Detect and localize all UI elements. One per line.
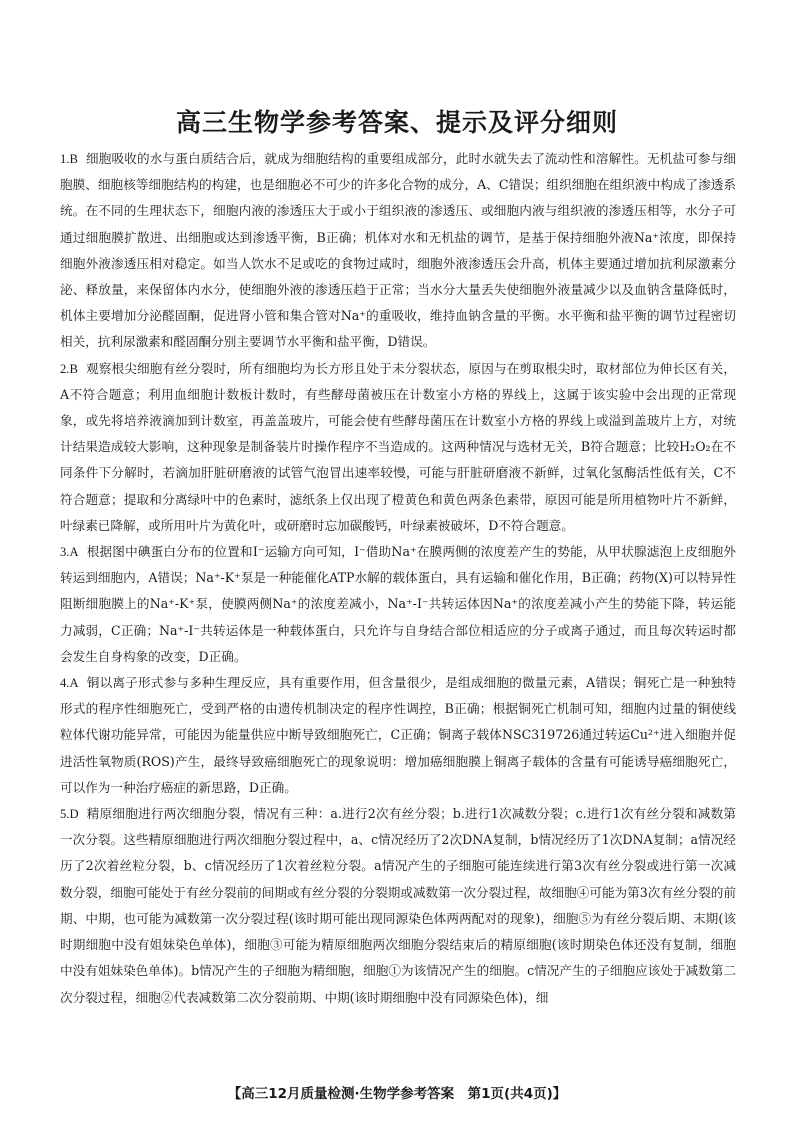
- answer-number: 1.: [60, 152, 70, 166]
- answer-explanation: 细胞吸收的水与蛋白质结合后，就成为细胞结构的重要组成部分，此时水就失去了流动性和溶解性。无机盐可参与细胞膜、细胞核等细胞结构的构建，也是细胞必不可少的许多化合物的成分，A、C错误；组织细胞在组织液中构成了渗透系统。在不同的生理状态下，细胞内液的渗透压大于或小于组织液的渗透压、或细胞内液与组织液的渗透压相等，水分子可通过细胞膜扩散进、出细胞或达到渗透平衡，B正确；机体对水和无机盐的调节，是基于保持细胞外液Na⁺浓度，即保持细胞外液渗透压相对稳定。如当人饮水不足或吃的食物过咸时，细胞外液渗透压会升高，机体主要通过增加抗利尿激素分泌、释放量，来保留体内水分，使细胞外液的渗透压趋于正常；当水分大量丢失使细胞外液量减少以及血钠含量降低时，机体主要增加分泌醛固酮，促进肾小管和集合管对Na⁺的重吸收，维持血钠含量的平衡。水平衡和盐平衡的调节过程密切相关，抗利尿激素和醛固酮分别主要调节水平衡和盐平衡，D错误。: [60, 151, 736, 350]
- page-footer: 【高三12月质量检测·生物学参考答案 第1页(共4页)】: [227, 1086, 567, 1102]
- answer-explanation: 铜以离子形式参与多种生理反应，具有重要作用，但含量很少，是组成细胞的微量元素，A错误；铜死亡是一种独特形式的程序性细胞死亡，受到严格的由遗传机制决定的程序性调控，B正确；根据铜死亡机制可知，细胞内过量的铜使线粒体代谢功能异常，可能因为能量供应中断导致细胞死亡，C正确；铜离子载体NSC319726通过转运Cu²⁺进入细胞并促进活性氧物质(ROS)产生，最终导致癌细胞死亡的现象说明：增加癌细胞膜上铜离子载体的含量有可能诱导癌细胞死亡，可以作为一种治疗癌症的新思路，D正确。: [60, 675, 736, 795]
- page-title: 高三生物学参考答案、提示及评分细则: [175, 107, 618, 137]
- answer-number: 5.: [60, 807, 70, 822]
- answer-key: B: [69, 361, 78, 376]
- answer-item: [60, 801, 736, 1011]
- answer-list: [60, 146, 736, 1011]
- answer-number: 4.: [60, 676, 70, 691]
- answer-explanation: 精原细胞进行两次细胞分裂，情况有三种：a.进行2次有丝分裂；b.进行1次减数分裂；c.进行1次有丝分裂和减数第一次分裂。这些精原细胞进行两次细胞分裂过程中，a、c情况经历了2次DNA复制，b情况经历了1次DNA复制；a情况经历了2次着丝粒分裂，b、c情况经历了1次着丝粒分裂。a情况产生的子细胞可能连续进行第3次有丝分裂或进行第一次减数分裂，细胞可能处于有丝分裂前的间期或有丝分裂的分裂期或减数第一次分裂过程，故细胞④可能为第3次有丝分裂的前期、中期，也可能为减数第一次分裂过程(该时期可能出现同源染色体两两配对的现象)，细胞⑤为有丝分裂后期、末期(该时期细胞中没有姐妹染色单体)，细胞③可能为精原细胞两次细胞分裂结束后的精原细胞(该时期染色体还没有复制，细胞中没有姐妹染色单体)。b情况产生的子细胞为精细胞，细胞①为该情况产生的细胞。c情况产生的子细胞应该处于减数第二次分裂过程，细胞②代表减数第二次分裂前期、中期(该时期细胞中没有同源染色体)，细: [60, 806, 736, 1005]
- answer-key: A: [69, 676, 79, 691]
- answer-item: [60, 356, 736, 539]
- answer-explanation: 根据图中碘蛋白分布的位置和I⁻运输方向可知，I⁻借助Na⁺在膜两侧的浓度差产生的势能，从甲状腺滤泡上皮细胞外转运到细胞内，A错误；Na⁺-K⁺泵是一种能催化ATP水解的载体蛋白，具有运输和催化作用，B正确；药物(X)可以特异性阻断细胞膜上的Na⁺-K⁺泵，使膜两侧Na⁺的浓度差减小，Na⁺-I⁻共转运体因Na⁺的浓度差减小产生的势能下降，转运能力减弱，C正确；Na⁺-I⁻共转运体是一种载体蛋白，只允许与自身结合部位相适应的分子或离子通过，而且每次转运时都会发生自身构象的改变，D正确。: [60, 544, 736, 664]
- answer-item: [60, 670, 736, 801]
- answer-key: D: [69, 807, 79, 822]
- answer-item: [60, 146, 736, 356]
- answer-explanation: 观察根尖细胞有丝分裂时，所有细胞均为长方形且处于未分裂状态，原因与在剪取根尖时，取材部位为伸长区有关，A不符合题意；利用血细胞计数板计数时，有些酵母菌被压在计数室小方格的界线上，这属于该实验中会出现的正常现象，或先将培养液滴加到计数室，再盖盖玻片，可能会使有些酵母菌压在计数室小方格的界线上或溢到盖玻片上方，对统计结果造成较大影响，这种现象是制备装片时操作程序不当造成的。这两种情况与选材无关，B符合题意；比较H₂O₂在不同条件下分解时，若滴加肝脏研磨液的试管气泡冒出速率较慢，可能与肝脏研磨液不新鲜，过氧化氢酶活性低有关，C不符合题意；提取和分离绿叶中的色素时，滤纸条上仅出现了橙黄色和黄色两条色素带，原因可能是所用植物叶片不新鲜，叶绿素已降解，或所用叶片为黄化叶，或研磨时忘加碳酸钙，叶绿素被破坏，D不符合题意。: [60, 360, 736, 533]
- answer-number: 3.: [60, 545, 70, 560]
- answer-number: 2.: [60, 361, 70, 376]
- answer-item: [60, 539, 736, 670]
- answer-key: B: [69, 152, 78, 166]
- answer-key: A: [69, 545, 79, 560]
